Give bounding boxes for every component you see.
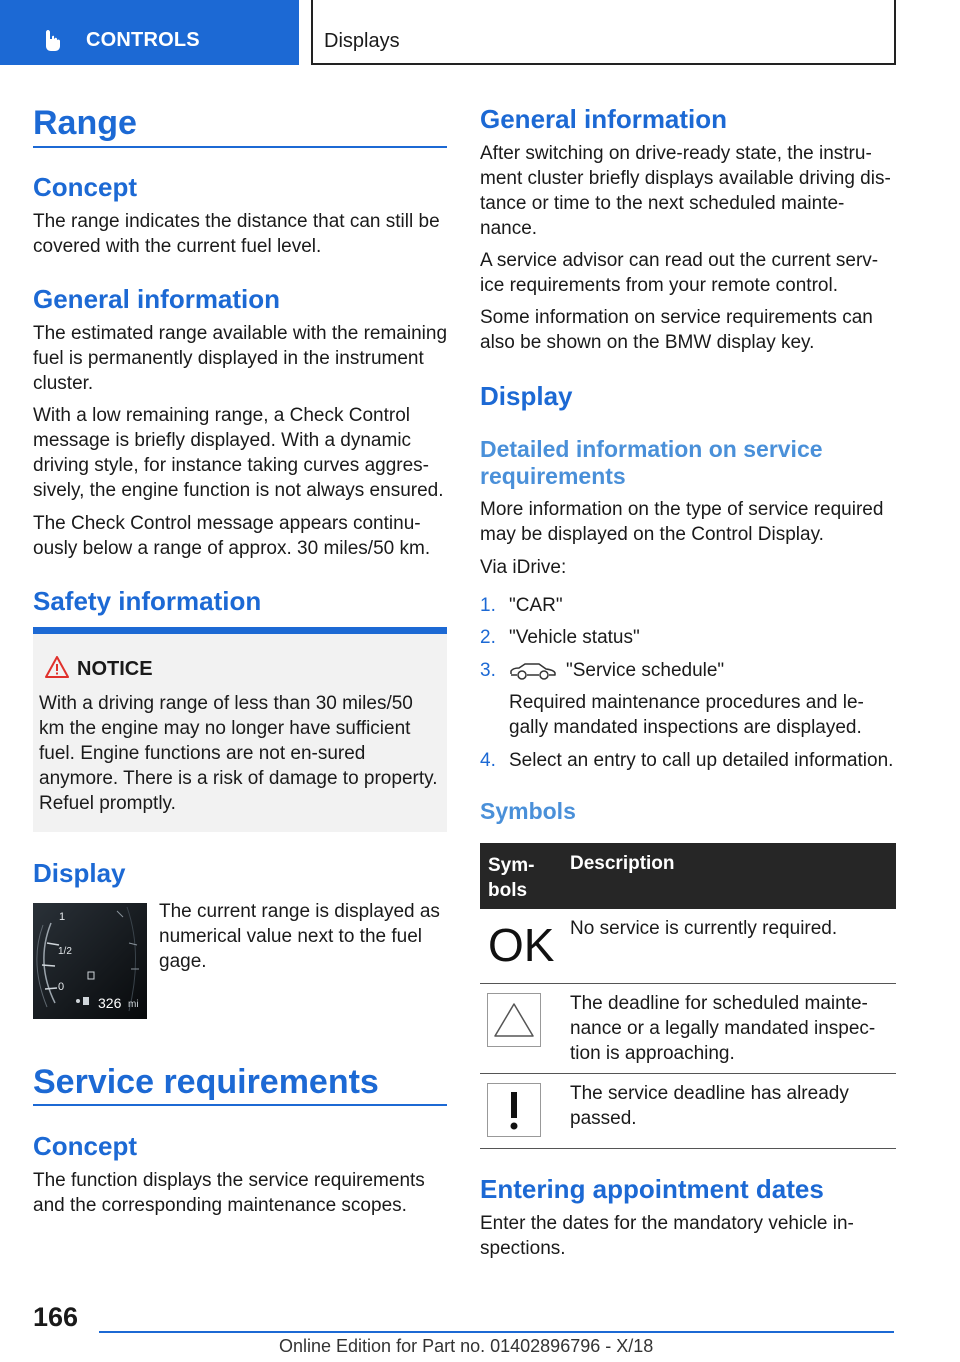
- col-description-header: Description: [570, 853, 675, 874]
- general-info-para-2: With a low remaining range, a Check Control message is briefly displayed. With a dynamic driving style, for instance taking curves aggres-sively, the engine function is not always ensured.: [33, 405, 444, 501]
- detail-text: More information on the type of service required may be displayed on the Control Display.: [480, 499, 884, 545]
- range-value: 326: [98, 995, 122, 1011]
- hand-pointer-icon: [40, 28, 64, 52]
- display-heading: Display: [33, 858, 126, 888]
- ok-description: No service is currently required.: [570, 918, 838, 939]
- gauge-mark-empty: 0: [58, 981, 65, 993]
- fuel-gauge-image: [33, 903, 147, 1019]
- service-requirements-title: Service requirements: [33, 1063, 379, 1101]
- page-number: 166: [33, 1302, 79, 1332]
- right-general-para-2: A service advisor can read out the current serv-ice requirements from your remote control.: [480, 250, 879, 296]
- table-row-divider: [480, 983, 896, 984]
- general-info-heading: General information: [33, 284, 281, 314]
- gauge-mark-half: 1/2: [58, 946, 72, 957]
- exclamation-symbol-box: [487, 1083, 541, 1137]
- warning-triangle-icon: [488, 994, 540, 1046]
- car-service-icon: [509, 662, 557, 680]
- step-vehicle-status[interactable]: "Vehicle status": [509, 627, 640, 648]
- service-concept-text: The function displays the service requirements and the corresponding maintenance scopes.: [33, 1170, 425, 1216]
- right-display-heading: Display: [480, 381, 573, 411]
- ok-symbol-text: OK: [488, 919, 555, 971]
- step-number: 2.: [480, 627, 496, 648]
- step-number: 3.: [480, 660, 496, 681]
- display-text: The current range is displayed as numerical value next to the fuel gage.: [159, 901, 440, 972]
- range-unit: mi: [128, 999, 139, 1010]
- table-row-divider: [480, 1148, 896, 1149]
- appointment-heading: Entering appointment dates: [480, 1174, 824, 1204]
- step-number: 1.: [480, 595, 496, 616]
- detail-heading: Detailed information on service requirements: [480, 436, 823, 489]
- general-info-para-1: The estimated range available with the remaining fuel is permanently displayed in the instrument cluster.: [33, 323, 448, 394]
- symbols-table-header: [480, 843, 896, 909]
- step-select-entry: Select an entry to call up detailed information.: [509, 750, 894, 771]
- warning-triangle-icon: [45, 656, 69, 678]
- col-symbols-header: Sym-bols: [488, 855, 535, 901]
- footer-rule: [99, 1331, 894, 1333]
- right-general-para-1: After switching on drive-ready state, the instru-ment cluster briefly displays available driving dis-tance or time to the next scheduled mainte-nance.: [480, 143, 891, 239]
- via-idrive: Via iDrive:: [480, 557, 567, 578]
- appointment-text: Enter the dates for the mandatory vehicle in-spections.: [480, 1213, 854, 1259]
- exclamation-icon: [488, 1084, 540, 1136]
- warning-symbol-box: [487, 993, 541, 1047]
- general-info-para-3: The Check Control message appears continu-ously below a range of approx. 30 miles/50 km.: [33, 513, 431, 559]
- right-general-heading: General information: [480, 104, 728, 134]
- gauge-mark-full: 1: [59, 911, 66, 923]
- overdue-description: The service deadline has already passed.: [570, 1083, 849, 1129]
- notice-text: With a driving range of less than 30 miles/50 km the engine may no longer have sufficient fuel. Engine functions are not en-sured anymore. There is a risk of damage to property. Refuel promptly.: [39, 693, 438, 814]
- page-title: Displays: [324, 30, 400, 52]
- step-car[interactable]: "CAR": [509, 595, 563, 616]
- section-label: CONTROLS: [86, 29, 200, 51]
- range-title-rule: [33, 146, 447, 148]
- footer-edition: Online Edition for Part no. 01402896796 - X/18: [279, 1336, 654, 1356]
- section-tab[interactable]: [0, 0, 299, 65]
- right-general-para-3: Some information on service requirements can also be shown on the BMW display key.: [480, 307, 873, 353]
- warning-description: The deadline for scheduled mainte-nance or a legally mandated inspec-tion is approaching.: [570, 993, 876, 1064]
- step-service-schedule[interactable]: "Service schedule": [566, 660, 725, 681]
- notice-box: [33, 627, 447, 832]
- step-number: 4.: [480, 750, 496, 771]
- notice-title: NOTICE: [77, 658, 153, 680]
- service-concept-heading: Concept: [33, 1131, 137, 1161]
- table-row-divider: [480, 1073, 896, 1074]
- step-service-schedule-detail: Required maintenance procedures and le-gally mandated inspections are displayed.: [509, 692, 864, 738]
- range-title: Range: [33, 104, 137, 142]
- symbols-heading: Symbols: [480, 798, 576, 824]
- service-title-rule: [33, 1104, 447, 1106]
- concept-text: The range indicates the distance that can still be covered with the current fuel level.: [33, 211, 440, 257]
- safety-heading: Safety information: [33, 586, 262, 616]
- concept-heading: Concept: [33, 172, 137, 202]
- ok-symbol: [487, 919, 555, 971]
